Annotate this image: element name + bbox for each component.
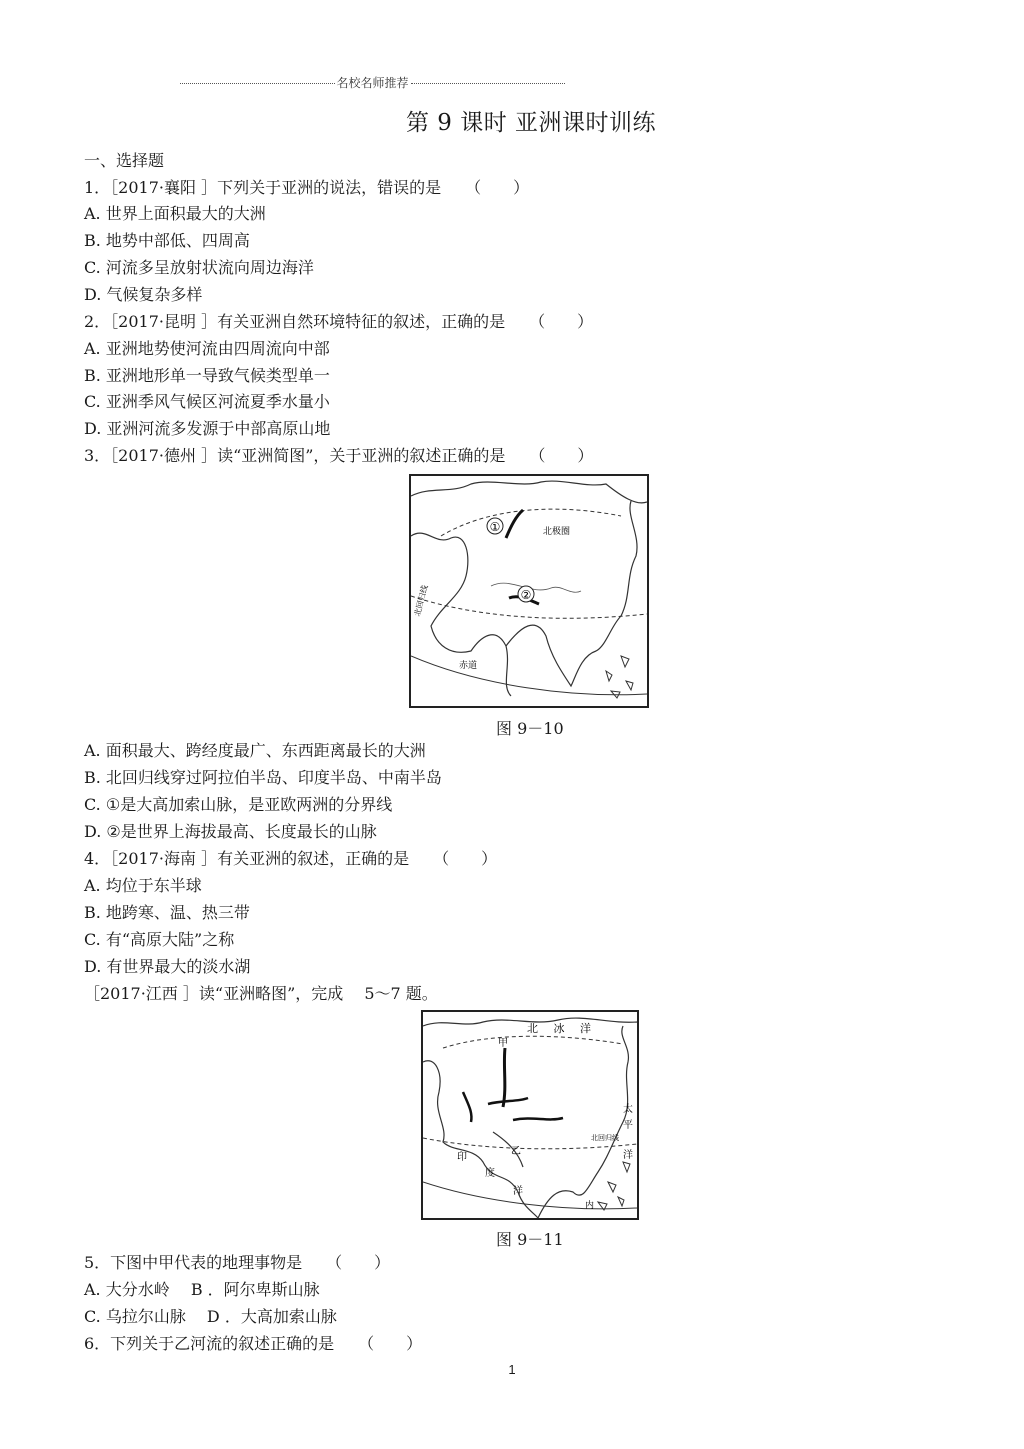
header-dots-right bbox=[411, 83, 566, 84]
label-du: 度 bbox=[485, 1168, 495, 1179]
arctic-circle-label: 北极圈 bbox=[543, 527, 571, 537]
q2-option-b: B. 亚洲地形单一导致气候类型单一 bbox=[84, 366, 330, 385]
header-dots-left bbox=[180, 83, 335, 84]
q5-options-ab: A. 大分水岭 B ．阿尔卑斯山脉 bbox=[84, 1280, 320, 1299]
tropic-label: 北回归线 bbox=[412, 584, 430, 618]
q5-options-cd: C. 乌拉尔山脉 D ．大高加索山脉 bbox=[84, 1307, 337, 1326]
marker-1: ① bbox=[489, 520, 501, 534]
question-5: 5．下图中甲代表的地理事物是 （ ） bbox=[84, 1253, 391, 1272]
page-title: 第 9 课时 亚洲课时训练 bbox=[405, 110, 657, 136]
label-yang: 洋 bbox=[623, 1150, 633, 1161]
range-jia bbox=[503, 1048, 505, 1107]
asia-map-2-svg bbox=[423, 1012, 637, 1218]
arctic-ocean-label: 北 冰 洋 bbox=[527, 1022, 597, 1035]
islands-2 bbox=[598, 1162, 630, 1210]
questions-5-7-intro: ［2017·江西 ］读“亚洲略图”，完成 5～7 题。 bbox=[84, 984, 438, 1003]
label-yang2: 洋 bbox=[513, 1186, 523, 1197]
q3-option-a: A. 面积最大、跨经度最广、东西距离最长的大洲 bbox=[84, 741, 426, 760]
figure-1-caption: 图 9－10 bbox=[496, 719, 564, 738]
q4-option-a: A. 均位于东半球 bbox=[84, 876, 202, 895]
marker-2: ② bbox=[520, 588, 532, 602]
q1-option-c: C. 河流多呈放射状流向周边海洋 bbox=[84, 258, 314, 277]
asia-sketch-map-2 bbox=[421, 1010, 639, 1220]
asia-sketch-map-1 bbox=[409, 474, 649, 708]
q3-option-d: D. ②是世界上海拔最高、长度最长的山脉 bbox=[84, 822, 377, 841]
inner-border bbox=[491, 583, 581, 592]
islands bbox=[606, 656, 633, 698]
label-ping: 平 bbox=[623, 1120, 633, 1131]
q1-option-a: A. 世界上面积最大的大洲 bbox=[84, 204, 266, 223]
q2-option-c: C. 亚洲季风气候区河流夏季水量小 bbox=[84, 392, 330, 411]
q4-option-d: D. 有世界最大的淡水湖 bbox=[84, 957, 251, 976]
range-central-2 bbox=[513, 1118, 563, 1120]
question-6: 6．下列关于乙河流的叙述正确的是 （ ） bbox=[84, 1334, 423, 1353]
arctic-circle-line bbox=[441, 509, 621, 536]
range-central-1 bbox=[488, 1098, 528, 1104]
q1-option-b: B. 地势中部低、四周高 bbox=[84, 231, 250, 250]
page-number: 1 bbox=[508, 1362, 516, 1377]
range-1 bbox=[506, 510, 523, 538]
page-header bbox=[180, 74, 565, 90]
label-tai: 太 bbox=[623, 1104, 633, 1115]
label-jia: 甲 bbox=[498, 1038, 508, 1049]
arctic-circle-line-2 bbox=[443, 1036, 623, 1048]
range-caucasus bbox=[463, 1092, 471, 1122]
q2-option-d: D. 亚洲河流多发源于中部高原山地 bbox=[84, 419, 331, 438]
tropic-label-2: 北回归线 bbox=[591, 1134, 619, 1142]
label-yin: 印 bbox=[457, 1152, 467, 1163]
q3-option-b: B. 北回归线穿过阿拉伯半岛、印度半岛、中南半岛 bbox=[84, 768, 442, 787]
question-4: 4．［2017·海南 ］有关亚洲的叙述，正确的是 （ ） bbox=[84, 849, 498, 868]
q2-option-a: A. 亚洲地势使河流由四周流向中部 bbox=[84, 339, 330, 358]
north-coast bbox=[411, 481, 647, 503]
equator-label: 赤道 bbox=[459, 661, 478, 671]
section-heading: 一、选择题 bbox=[84, 151, 165, 170]
question-3: 3．［2017·德州 ］读“亚洲简图”，关于亚洲的叙述正确的是 （ ） bbox=[84, 446, 594, 465]
q3-option-c: C. ①是大高加索山脉，是亚欧两洲的分界线 bbox=[84, 795, 393, 814]
question-1: 1．［2017·襄阳 ］下列关于亚洲的说法，错误的是 （ ） bbox=[84, 178, 530, 197]
q4-option-b: B. 地跨寒、温、热三带 bbox=[84, 903, 250, 922]
figure-2-caption: 图 9－11 bbox=[496, 1230, 564, 1249]
label-yi: 乙 bbox=[511, 1146, 521, 1157]
header-text: 名校名师推荐 bbox=[336, 75, 409, 90]
q1-option-d: D. 气候复杂多样 bbox=[84, 285, 203, 304]
label-nei: 内 bbox=[585, 1201, 595, 1211]
q4-option-c: C. 有“高原大陆”之称 bbox=[84, 930, 235, 949]
east-coast-2 bbox=[538, 1026, 628, 1218]
asia-map-1-svg bbox=[411, 476, 647, 706]
question-2: 2．［2017·昆明 ］有关亚洲自然环境特征的叙述，正确的是 （ ） bbox=[84, 312, 594, 331]
equator-line-2 bbox=[423, 1182, 637, 1209]
